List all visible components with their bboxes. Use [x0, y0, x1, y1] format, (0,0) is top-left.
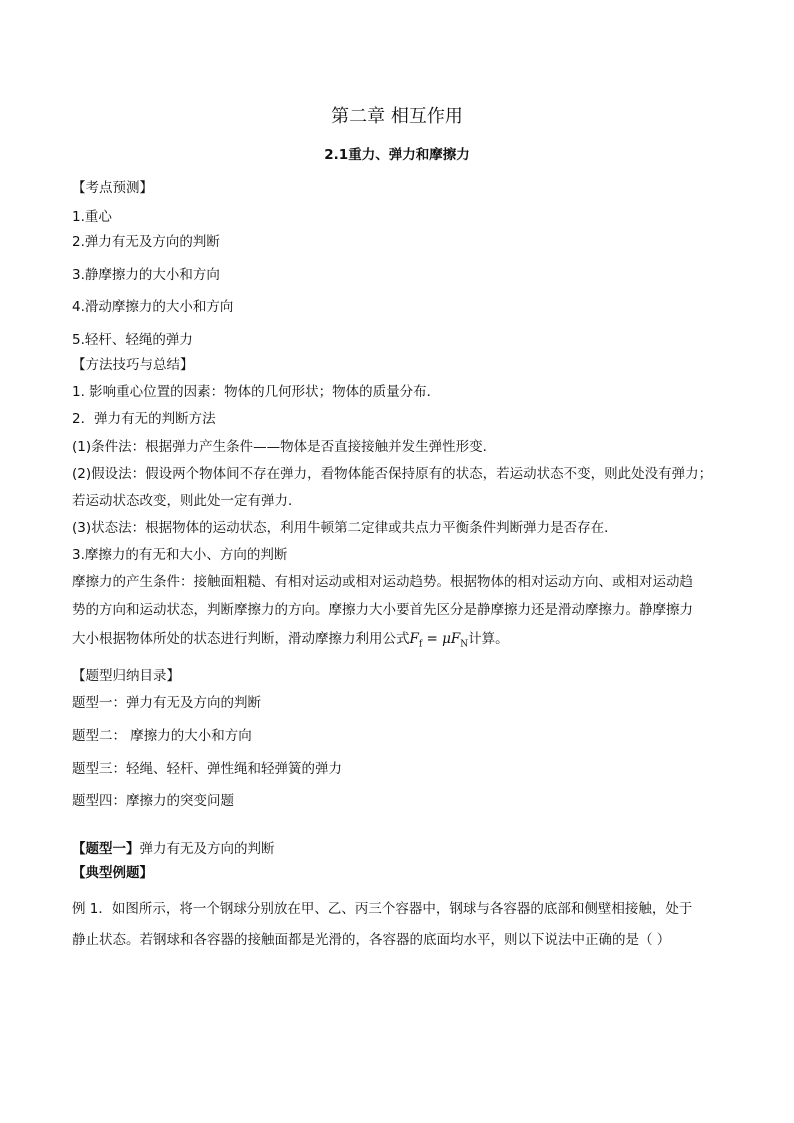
fangfa-para: (1)条件法：根据弹力产生条件——物体是否直接接触并发生弹性形变．	[72, 439, 497, 455]
fangfa-para: 2．弹力有无的判断方法	[72, 411, 216, 427]
example-question: 静止状态。若钢球和各容器的接触面都是光滑的，各容器的底面均水平，则以下说法中正确的是（ ）	[72, 932, 671, 948]
kaodian-header: 【考点预测】	[72, 180, 153, 196]
fangfa-para: 1. 影响重心位置的因素：物体的几何形状；物体的质量分布．	[72, 384, 441, 400]
example-header: 【典型例题】	[72, 865, 153, 881]
formula-subscript: N	[460, 639, 469, 650]
formula-subscript: f	[418, 639, 423, 650]
fangfa-header: 【方法技巧与总结】	[72, 357, 194, 373]
section1-header	[72, 840, 275, 858]
kaodian-item: 5.轻杆、轻绳的弹力	[72, 332, 193, 348]
section-subtitle: 2.1重力、弹力和摩擦力	[324, 147, 470, 163]
kaodian-item: 1.重心	[72, 209, 112, 225]
kaodian-item: 4.滑动摩擦力的大小和方向	[72, 299, 234, 315]
fangfa-para: (2)假设法：假设两个物体间不存在弹力，看物体能否保持原有的状态，若运动状态不变，则此处没有弹力；	[72, 466, 713, 482]
tixing-header: 【题型归纳目录】	[72, 668, 180, 684]
formula-outro: 计算。	[468, 631, 509, 647]
section1-header-title: 弹力有无及方向的判断	[139, 841, 275, 857]
formula-operator: = μ	[422, 631, 451, 647]
tixing-item: 题型四：摩擦力的突变问题	[72, 793, 234, 809]
fangfa-para: 若运动状态改变，则此处一定有弹力．	[72, 493, 302, 509]
kaodian-item: 3.静摩擦力的大小和方向	[72, 267, 220, 283]
kaodian-item: 2.弹力有无及方向的判断	[72, 234, 220, 250]
chapter-title: 第二章 相互作用	[331, 106, 463, 127]
tixing-item: 题型三：轻绳、轻杆、弹性绳和轻弹簧的弹力	[72, 761, 342, 777]
fangfa-para: 摩擦力的产生条件：接触面粗糙、有相对运动或相对运动趋势。根据物体的相对运动方向、或相对运动趋	[72, 574, 693, 590]
formula-symbol: F	[450, 631, 461, 647]
friction-formula	[409, 631, 469, 650]
section1-header-tag: 【题型一】	[72, 841, 140, 857]
tixing-item: 题型一：弹力有无及方向的判断	[72, 695, 261, 711]
fangfa-para: 3.摩擦力的有无和大小、方向的判断	[72, 547, 288, 563]
example-question: 例 1．如图所示，将一个钢球分别放在甲、乙、丙三个容器中，钢球与各容器的底部和侧壁相接触，处于	[72, 901, 693, 917]
formula-symbol: F	[409, 631, 419, 647]
fangfa-para: 势的方向和运动状态，判断摩擦力的方向。摩擦力大小要首先区分是静摩擦力还是滑动摩擦力。静摩擦力	[72, 602, 693, 618]
fangfa-para-with-formula	[72, 630, 509, 654]
formula-intro: 大小根据物体所处的状态进行判断，滑动摩擦力利用公式	[72, 631, 410, 647]
fangfa-para: (3)状态法：根据物体的运动状态，利用牛顿第二定律或共点力平衡条件判断弹力是否存在．	[72, 520, 618, 536]
tixing-item: 题型二： 摩擦力的大小和方向	[72, 728, 252, 744]
